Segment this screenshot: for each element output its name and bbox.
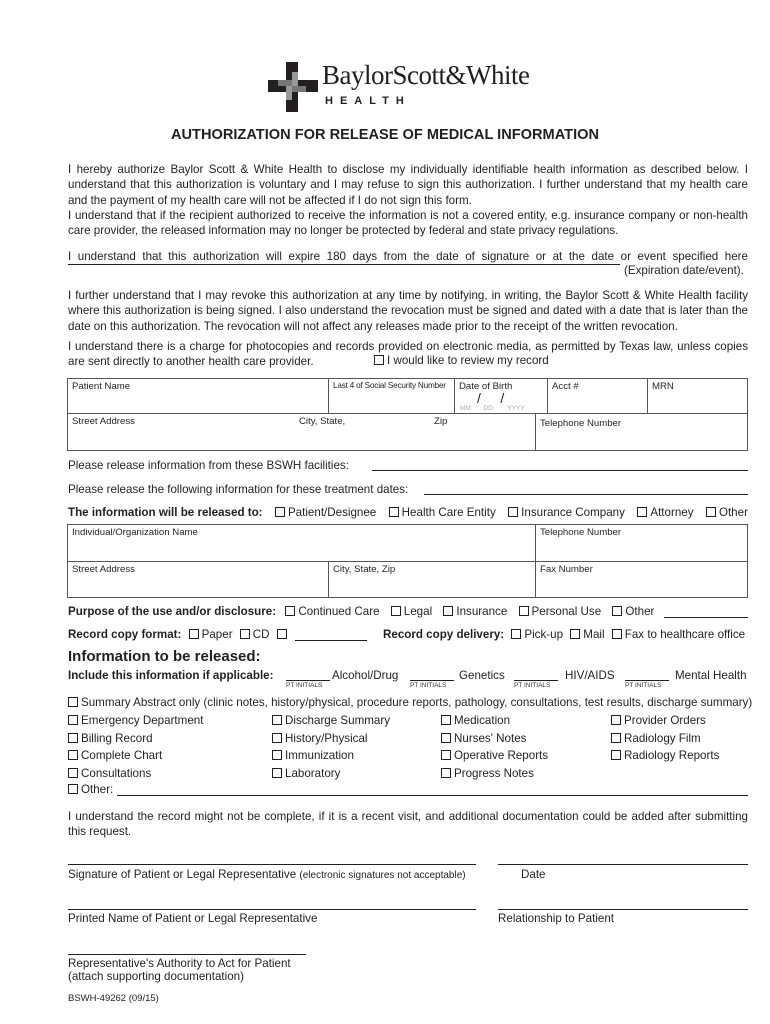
printed-name-label: Printed Name of Patient or Legal Representative [68, 912, 318, 925]
checkbox[interactable] [272, 715, 282, 725]
label: Street Address [72, 564, 135, 575]
paragraph-expire: I understand that this authorization will expire 180 days from the date of signature or at the date or event specified here [68, 250, 748, 263]
form-id: BSWH-49262 (09/15) [68, 993, 159, 1004]
option-label: Radiology Reports [624, 749, 720, 762]
paragraph-charge: I understand there is a charge for photocopies and records provided on electronic media, as permitted by Texas law, unless copies are sent directly to another health care provider. [68, 340, 748, 369]
signature-field[interactable] [68, 864, 476, 865]
record-option[interactable] [272, 767, 340, 780]
option-label: Medication [454, 714, 511, 727]
recipient-table [67, 524, 748, 598]
checkbox[interactable] [272, 733, 282, 743]
label: Telephone Number [540, 527, 622, 538]
format-label: Record copy format: [68, 628, 182, 641]
authority-field[interactable] [68, 954, 306, 955]
ssn-field[interactable] [328, 379, 454, 413]
delivery-mail[interactable]: Mail [570, 628, 604, 641]
delivery-label: Record copy delivery: [383, 628, 505, 641]
purpose-row [68, 605, 654, 618]
expiration-label: (Expiration date/event). [624, 264, 744, 277]
released-to-label: The information will be released to: [68, 506, 263, 519]
date-field[interactable] [498, 864, 748, 865]
record-option[interactable] [441, 749, 548, 762]
record-option[interactable] [441, 767, 534, 780]
checkbox[interactable] [611, 715, 621, 725]
format-other[interactable] [277, 628, 290, 641]
record-option[interactable] [68, 732, 153, 745]
label: MRN [652, 381, 674, 392]
purpose-continued-care[interactable]: Continued Care [285, 605, 379, 618]
fax-field[interactable] [535, 562, 747, 597]
label: Fax Number [540, 564, 593, 575]
record-option[interactable] [68, 749, 162, 762]
option-label: Discharge Summary [285, 714, 391, 727]
mm-label: MM [460, 405, 471, 412]
printed-name-field[interactable] [68, 909, 476, 910]
logo-name: BaylorScott&White [322, 60, 530, 90]
checkbox[interactable] [272, 768, 282, 778]
option-label: Radiology Film [624, 731, 701, 745]
label: Acct # [552, 381, 579, 392]
recipient-phone-field[interactable] [535, 525, 747, 561]
logo-cross-icon [268, 62, 318, 112]
checkbox[interactable] [68, 733, 78, 743]
initials-field[interactable] [514, 680, 558, 681]
review-label: I would like to review my record [387, 354, 549, 367]
label: Individual/Organization Name [72, 527, 198, 538]
relationship-label: Relationship to Patient [498, 912, 615, 925]
checkbox[interactable] [68, 715, 78, 725]
option-label: Laboratory [285, 766, 341, 780]
format-cd[interactable]: CD [240, 628, 270, 641]
purpose-label: Purpose of the use and/or disclosure: [68, 605, 277, 618]
checkbox[interactable] [441, 715, 451, 725]
other-option[interactable]: Other: [68, 783, 113, 796]
label: Date of Birth [459, 381, 513, 392]
expiration-field[interactable] [68, 264, 620, 265]
patient-table [67, 378, 748, 451]
recipient-street-field[interactable] [68, 562, 328, 597]
purpose-insurance[interactable]: Insurance [443, 605, 507, 618]
option-insurance[interactable]: Insurance Company [508, 506, 625, 519]
label: Street Address [72, 416, 135, 427]
authority-label: Representative's Authority to Act for Patient [68, 957, 291, 970]
recipient-city-field[interactable] [328, 562, 535, 597]
signature-label: Signature of Patient or Legal Representative (electronic signatures not acceptable) [68, 868, 466, 881]
option-attorney[interactable]: Attorney [637, 506, 693, 519]
initials-label: PT INITIALS [410, 682, 447, 689]
purpose-personal[interactable]: Personal Use [519, 605, 602, 618]
record-option[interactable] [68, 714, 203, 727]
paragraph-authorize: I hereby authorize Baylor Scott & White Health to disclose my individually identifiable health information as described below. I understand that this authorization is voluntary and I may refuse to sign this authorization. I further understand that my health care and the payment of my health care will not be affected if I do not sign this form. [68, 163, 748, 207]
checkbox[interactable] [441, 750, 451, 760]
delivery-row [383, 628, 745, 641]
note: I understand the record might not be complete, if it is a recent visit, and additional documentation could be added after submitting this request. [68, 810, 748, 839]
purpose-legal[interactable]: Legal [391, 605, 432, 618]
record-option[interactable] [611, 714, 706, 727]
record-option[interactable] [611, 749, 719, 762]
dates-field[interactable] [424, 494, 748, 495]
format-paper[interactable]: Paper [189, 628, 233, 641]
option-label: Nurses' Notes [454, 731, 527, 745]
option-label: Complete Chart [81, 749, 163, 762]
info-heading: Information to be released: [68, 648, 261, 665]
checkbox[interactable] [611, 750, 621, 760]
sensitive-label: Alcohol/Drug [332, 669, 399, 682]
logo [268, 62, 558, 112]
authority-note: (attach supporting documentation) [68, 970, 244, 983]
acct-field[interactable] [547, 379, 647, 413]
checkbox[interactable] [68, 750, 78, 760]
record-option[interactable] [441, 732, 526, 745]
label: Last 4 of Social Security Number [333, 381, 446, 390]
option-other[interactable]: Other [706, 506, 748, 519]
checkbox[interactable] [68, 768, 78, 778]
released-to-row [68, 506, 748, 519]
option-label: Immunization [285, 749, 354, 762]
logo-sub: HEALTH [325, 95, 411, 107]
other-field[interactable] [117, 795, 748, 796]
checkbox[interactable] [441, 768, 451, 778]
format-other-field[interactable] [295, 640, 367, 641]
dob-field[interactable]: Date of Birth / / MM DD YYYY [454, 379, 547, 413]
delivery-fax[interactable]: Fax to healthcare office [612, 628, 745, 641]
initials-field[interactable] [286, 680, 330, 681]
delivery-pickup[interactable]: Pick-up [511, 628, 563, 641]
yyyy-label: YYYY [507, 405, 525, 412]
page-title: AUTHORIZATION FOR RELEASE OF MEDICAL INFORMATION [170, 127, 600, 143]
review-record-checkbox[interactable] [372, 354, 549, 367]
label: Telephone Number [540, 418, 622, 429]
organization-name-field[interactable] [68, 525, 535, 561]
relationship-field[interactable] [498, 909, 748, 910]
summary-abstract-option[interactable]: Summary Abstract only (clinic notes, history/physical, procedure reports, pathology, consultations, test results, discharge summary) [68, 696, 752, 709]
format-row [68, 628, 290, 641]
paragraph-revoke: I further understand that I may revoke this authorization at any time by notifying, in writing, the Baylor Scott & White Health facility where this authorization is being signed. I also understand the revocation must be signed and dated with a date that is later than the date on this authorization. The revocation will not affect any releases made prior to the receipt of the written revocation. [68, 289, 748, 333]
address-field[interactable] [68, 414, 535, 450]
include-label: Include this information if applicable: [68, 669, 274, 682]
date-label: Date [521, 868, 546, 881]
option-label: Emergency Department [81, 714, 204, 727]
option-label: Progress Notes [454, 766, 534, 780]
patient-name-field[interactable] [68, 379, 328, 413]
option-label: Billing Record [81, 731, 153, 745]
dates-label: Please release the following information for these treatment dates: [68, 483, 409, 496]
option-label: History/Physical [285, 731, 368, 745]
record-option[interactable] [272, 749, 354, 762]
option-patient[interactable]: Patient/Designee [275, 506, 376, 519]
initials-label: PT INITIALS [514, 682, 551, 689]
initials-field[interactable] [410, 680, 454, 681]
record-option[interactable] [68, 767, 151, 780]
dd-label: DD [483, 405, 493, 412]
option-label: Operative Reports [454, 749, 549, 762]
record-option[interactable] [611, 732, 701, 745]
paragraph-recipient: I understand that if the recipient authorized to receive the information is not a covered entity, e.g. insurance company or non-health care provider, the released information may no longer be protected by federal and state privacy regulations. [68, 209, 748, 238]
record-option[interactable] [272, 732, 367, 745]
telephone-field[interactable] [535, 414, 747, 450]
record-option[interactable] [272, 714, 390, 727]
zip-label: Zip [434, 416, 448, 427]
label: City, State, Zip [333, 564, 396, 575]
facilities-field[interactable] [372, 470, 748, 471]
option-label: Provider Orders [624, 714, 706, 727]
checkbox[interactable] [441, 733, 451, 743]
sensitive-label: Genetics [459, 669, 505, 682]
initials-field[interactable] [625, 680, 669, 681]
label: Patient Name [72, 381, 131, 392]
checkbox[interactable] [611, 733, 621, 743]
checkbox[interactable] [272, 750, 282, 760]
mrn-field[interactable] [647, 379, 747, 413]
record-option[interactable] [441, 714, 510, 727]
sensitive-label: HIV/AIDS [565, 669, 615, 682]
purpose-other-field[interactable] [664, 617, 748, 618]
option-health-care-entity[interactable]: Health Care Entity [389, 506, 496, 519]
checkbox[interactable] [374, 355, 384, 365]
facilities-label: Please release information from these BSWH facilities: [68, 459, 349, 472]
purpose-other[interactable]: Other [612, 605, 654, 618]
initials-label: PT INITIALS [286, 682, 323, 689]
initials-label: PT INITIALS [625, 682, 662, 689]
city-label: City, State, [299, 416, 346, 427]
option-label: Consultations [81, 766, 152, 780]
sensitive-label: Mental Health [675, 669, 747, 682]
